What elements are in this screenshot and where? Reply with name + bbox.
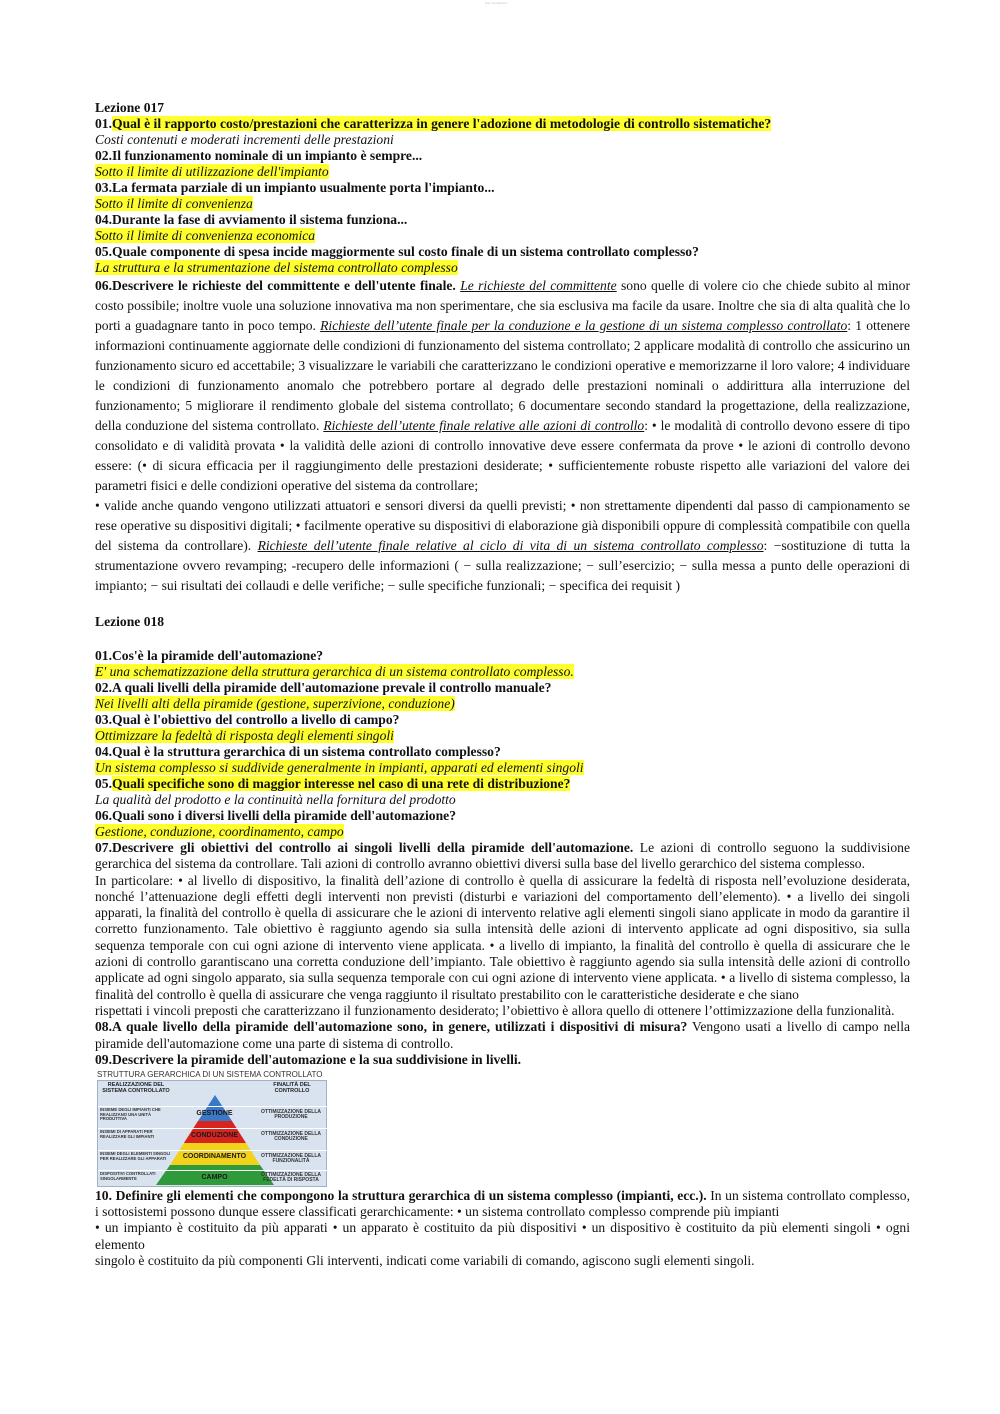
question: 03.La fermata parziale di un impianto usualmente porta l'impianto... (95, 180, 495, 195)
answer: Gestione, conduzione, coordinamento, campo (95, 824, 344, 839)
answer: Costi contenuti e moderati incrementi delle prestazioni (95, 132, 394, 147)
lesson-title: Lezione 018 (95, 614, 165, 629)
body-text: • un impianto è costituito da più apparati • un apparato è costituito da più dispositivi • un dispositivo è costituito da più elementi singoli • ogni elemento (95, 1220, 910, 1252)
row-left-label: INSIEMI DEGLI ELEMENTI SINGOLI PER REALIZZARE GLI APPARATI (100, 1150, 171, 1161)
question: 04.Qual è la struttura gerarchica di un sistema controllato complesso? (95, 744, 501, 759)
subheading: Le richieste del committente (460, 278, 617, 293)
automation-pyramid-figure (97, 1070, 327, 1187)
lesson-title: Lezione 017 (95, 100, 165, 115)
body-text: singolo è costituito da più componenti Gli interventi, indicati come variabili di comando, agiscono sugli elementi singoli. (95, 1253, 755, 1269)
subheading: Richieste dell’utente finale relative alle azioni di controllo (323, 418, 645, 433)
document-page (95, 100, 910, 1269)
level-label: COORDINAMENTO (182, 1152, 247, 1160)
subheading: Richieste dell’utente finale per la conduzione e la gestione di un sistema complesso controllato (320, 318, 848, 333)
row-left-label: INSIEMI DI APPARATI PER REALIZZARE GLI IMPIANTI (100, 1128, 155, 1139)
question: 05.Quale componente di spesa incide maggiormente sul costo finale di un sistema controllato complesso? (95, 244, 699, 259)
answer: La qualità del prodotto e la continuità nella fornitura del prodotto (95, 792, 456, 807)
answer: E' una schematizzazione della struttura gerarchica di un sistema controllato complesso. (95, 664, 574, 679)
open-answer (95, 840, 910, 873)
answer: Sotto il limite di utilizzazione dell'impianto (95, 164, 329, 179)
question-text: Qual è il rapporto costo/prestazioni che caratterizza in genere l'adozione di metodologie di controllo sistematiche? (112, 116, 772, 131)
answer: Un sistema complesso si suddivide generalmente in impianti, apparati ed elementi singoli (95, 760, 584, 775)
left-header: REALIZZAZIONE DEL SISTEMA CONTROLLATO (102, 1081, 170, 1094)
open-answer (95, 276, 910, 496)
row-left-label: INSIEME DEGLI IMPIANTI CHE REALIZZANO UNA UNITÀ PRODUTTIVA (100, 1106, 161, 1122)
level-label: CONDUZIONE (190, 1131, 239, 1139)
question: 10. Definire gli elementi che compongono la struttura gerarchica di un sistema complesso (impianti, ecc.). (95, 1187, 707, 1203)
row-right-label: OTTIMIZZAZIONE DELLA FUNZIONALITÀ (261, 1152, 321, 1165)
row-left-label: DISPOSITIVI CONTROLLATI SINGOLARMENTE (100, 1170, 156, 1181)
level-gestione (198, 1095, 232, 1121)
body-text: Le azioni di controllo seguono la suddivisione gerarchica del sistema da controllare. Tali azioni di controllo avranno obiettivi diversi sulla base del livello gerarchico del sistema complesso. (95, 840, 910, 872)
body-text: : −sostituzione di tutta la strumentazione ovvero revamping; -recupero delle informazioni ( − sulla realizzazione; − sull’esercizio; − sulla messa a punto delle operazioni di impianto; − sui risultati dei collaudi e delle verifiche; − sulle specifiche funzionali; − specifica dei requisit ) (95, 538, 911, 593)
body-text: : • le modalità di controllo devono essere di tipo consolidato e di validità provata • la validità delle azioni di controllo innovative deve essere confermata da prove • le azioni di controllo devono essere: (• di sicura efficacia per il raggiungimento delle prestazioni desiderate; • sufficientemente robuste rispetto alle variazioni del valore dei parametri fisici e delle condizioni operative del sistema da controllare; (95, 418, 910, 493)
question: 07.Descrivere gli obiettivi del controllo ai singoli livelli della piramide dell'automazione. (95, 840, 634, 855)
row-right-label: OTTIMIZZAZIONE DELLA FEDELTÀ DI RISPOSTA (261, 1171, 321, 1184)
open-answer (95, 1188, 910, 1221)
question (95, 776, 910, 792)
open-answer (95, 496, 910, 596)
question-number: 01. (95, 116, 112, 131)
question: 04.Durante la fase di avviamento il sistema funziona... (95, 212, 408, 227)
question (95, 116, 910, 132)
question: 03.Qual è l'obiettivo del controllo a livello di campo? (95, 712, 400, 727)
body-text: : 1 ottenere informazioni continuamente aggiornate delle condizioni di funzionamento del sistema controllato; 2 applicare modalità di controllo che assicurino un funzionamento sicuro ed accettabile; 3 visualizzare le variabili che caratterizzano le condizioni operative e memorizzarne il loro valore; 4 individuare le condizioni di funzionamento anomalo che potrebbero portare al degrado delle prestazioni nominali o addirittura alla interruzione del funzionamento; 5 migliorare il rendimento globale del sistema controllato; 6 documentare secondo standard la progettazione, della realizzazione, della conduzione del sistema controllato. (95, 318, 910, 433)
body-text: Vengono usati a livello di campo nella piramide dell'automazione come una parte di sistema di controllo. (95, 1019, 910, 1051)
body-text: rispettati i vincoli preposti che caratterizzano il funzionamento desiderato; l’obiettivo è allora quello di ottenere l’ottimizzazione della funzionalità. (95, 1002, 895, 1018)
question: 09.Descrivere la piramide dell'automazione e la sua suddivisione in livelli. (95, 1051, 522, 1067)
question: 02.A quali livelli della piramide dell'automazione prevale il controllo manuale? (95, 680, 552, 695)
answer: Sotto il limite di convenienza economica (95, 228, 316, 243)
body-text: • valide anche quando vengono utilizzati attuatori e sensori diversi da quelli previsti; • non strettamente dipendenti dal passo di campionamento se rese operative su dispositivi digitali; • facilmente operative su dispositivi di elaborazione già disponibili oppure di complessità compatibile con quella del sistema da controllare). (95, 498, 910, 553)
question: 08.A quale livello della piramide dell'automazione sono, in genere, utilizzati i dispositivi di misura? (95, 1019, 688, 1035)
question: 01.Cos'è la piramide dell'automazione? (95, 648, 324, 663)
row-right-label: OTTIMIZZAZIONE DELLA CONDUZIONE (261, 1130, 321, 1143)
question-text: Quali specifiche sono di maggior interesse nel caso di una rete di distribuzione? (112, 776, 571, 791)
question: 06.Descrivere le richieste del committente e dell'utente finale. (95, 278, 456, 293)
answer: Nei livelli alti della piramide (gestione, superzivione, conduzione) (95, 696, 455, 711)
subheading: Richieste dell’utente finale relative al ciclo di vita di un sistema controllato complesso (257, 538, 764, 553)
answer: Ottimizzare la fedeltà di risposta degli elementi singoli (95, 728, 394, 743)
question: 06.Quali sono i diversi livelli della piramide dell'automazione? (95, 808, 456, 823)
row-right-label: OTTIMIZZAZIONE DELLA PRODUZIONE (261, 1108, 321, 1121)
right-header: FINALITÀ DEL CONTROLLO (273, 1081, 311, 1094)
body-text: sono quelle di volere cio che chiede subito al minor costo possibile; inoltre vuole una soluzione innovativa ma non sperimentare, che sia esclusiva ma facile da usare. Inoltre che sia di alta qualità che lo porti a guadagnare tanto in poco tempo. (95, 278, 911, 333)
figure-title: STRUTTURA GERARCHICA DI UN SISTEMA CONTROLLATO (97, 1069, 323, 1079)
question: 02.Il funzionamento nominale di un impianto è sempre... (95, 148, 423, 163)
answer: La struttura e la strumentazione del sistema controllato complesso (95, 260, 458, 275)
level-label: CAMPO (201, 1173, 228, 1181)
header-mark: marco & digitalico (485, 1, 508, 4)
level-label: GESTIONE (196, 1109, 233, 1117)
question-number: 05. (95, 776, 112, 791)
body-text: In particolare: • al livello di dispositivo, la finalità dell’azione di controllo è quella di assicurare la fedeltà di risposta nell’evoluzione desiderata, nonché l’attenuazione degli effetti degli interventi non previsti (disturbi e variazioni del comportamento dell’elemento). • a livello dei singoli apparati, la finalità del controllo è quella di assicurare che le azioni di intervento relative agli elementi singoli siano applicate in modo da garantire il corretto funzionamento. Tale obiettivo è raggiunto agendo sia sulla intensità delle azioni di intervento applicate ad ogni dispositivo, sia sulla sequenza temporale con cui ogni azione di intervento viene applicata. • a livello di impianto, la finalità del controllo è quella di assicurare che le azioni di controllo garantiscano una corretta conduzione dell’impianto. Tale obiettivo è raggiunto agendo sia sulla intensità delle azioni di controllo applicate ad ogni singolo apparato, sia sulla sequenza temporale con cui ogni azione di intervento viene applicata. • a livello di sistema complesso, la finalità del controllo è quella di assicurare che venga raggiunto il risultato prestabilito con le caratteristiche desiderate e che siano (95, 872, 910, 1002)
body-text: In un sistema controllato complesso, i sottosistemi possono dunque essere classificati gerarchicamente: • un sistema controllato complesso comprende più impianti (95, 1187, 910, 1220)
open-answer (95, 1019, 910, 1052)
answer: Sotto il limite di convenienza (95, 196, 253, 211)
